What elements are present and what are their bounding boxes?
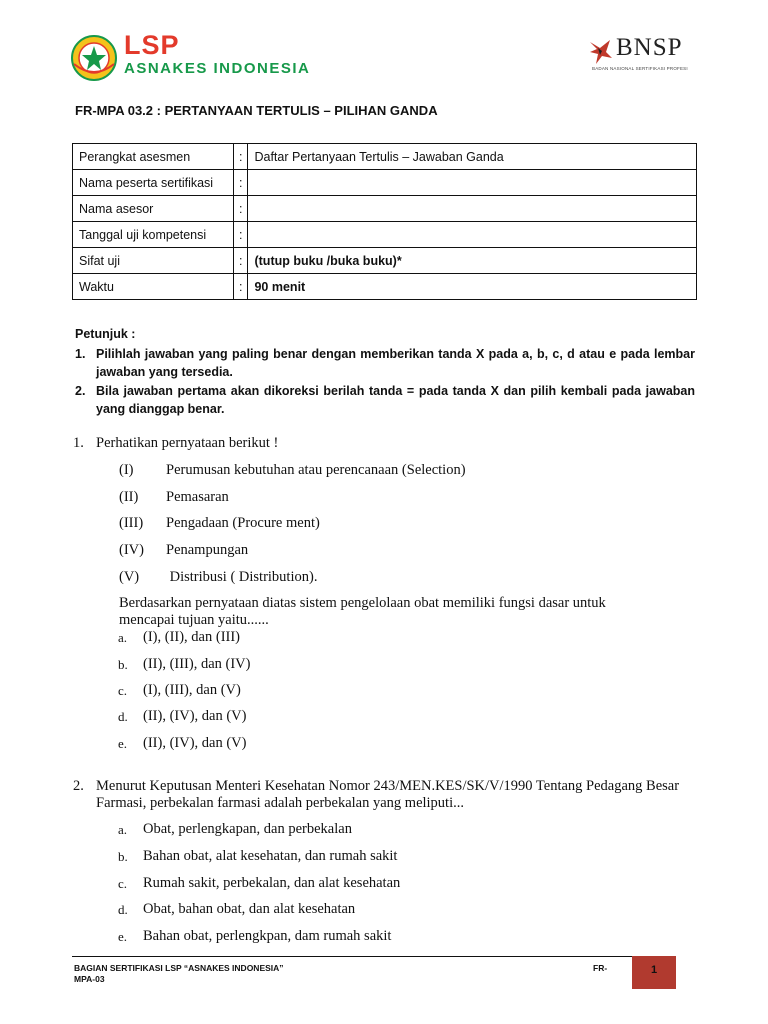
statement-roman: (V) bbox=[119, 569, 140, 585]
question-number: 1. bbox=[73, 435, 84, 451]
question-stem: Berdasarkan pernyataan diatas sistem pengelolaan obat memiliki fungsi dasar untuk mencapai tujuan yaitu...... bbox=[119, 595, 606, 628]
info-label: Sifat uji bbox=[73, 248, 234, 274]
lsp-emblem-icon bbox=[70, 34, 118, 82]
footer-form-code: MPA-03 bbox=[74, 974, 105, 984]
info-separator: : bbox=[234, 274, 248, 300]
info-label: Nama asesor bbox=[73, 196, 234, 222]
form-title: FR-MPA 03.2 : PERTANYAAN TERTULIS – PILIHAN GANDA bbox=[75, 103, 438, 118]
table-row bbox=[73, 222, 697, 248]
option-letter[interactable]: b. bbox=[118, 849, 128, 864]
instruction-number: 2. bbox=[75, 383, 86, 398]
table-row bbox=[73, 170, 697, 196]
info-label: Waktu bbox=[73, 274, 234, 300]
statement-text: Pemasaran bbox=[166, 489, 229, 505]
statement-text: Penampungan bbox=[166, 542, 249, 558]
table-row bbox=[73, 274, 697, 300]
statement-text: Perumusan kebutuhan atau perencanaan (Selection) bbox=[166, 462, 466, 478]
option-letter[interactable]: c. bbox=[118, 683, 128, 698]
option-letter[interactable]: a. bbox=[118, 822, 128, 837]
option-text[interactable]: Rumah sakit, perbekalan, dan alat kesehatan bbox=[143, 875, 401, 891]
lsp-subtitle: ASNAKES INDONESIA bbox=[124, 60, 311, 77]
info-table bbox=[72, 143, 697, 300]
statement-roman: (IV) bbox=[119, 542, 144, 558]
option-text[interactable]: Obat, perlengkapan, dan perbekalan bbox=[143, 821, 352, 837]
bnsp-logo bbox=[588, 36, 703, 76]
instructions bbox=[75, 325, 695, 419]
info-value-tanggal[interactable] bbox=[248, 222, 697, 248]
info-separator: : bbox=[234, 196, 248, 222]
option-text[interactable]: (II), (III), dan (IV) bbox=[143, 656, 251, 672]
info-separator: : bbox=[234, 170, 248, 196]
bnsp-title: BNSP bbox=[616, 34, 683, 61]
instructions-heading: Petunjuk : bbox=[75, 327, 136, 341]
lsp-title: LSP bbox=[124, 30, 180, 60]
lsp-logo bbox=[70, 30, 311, 84]
footer-divider bbox=[72, 956, 632, 957]
option-letter[interactable]: b. bbox=[118, 657, 128, 672]
option-letter[interactable]: e. bbox=[118, 736, 128, 751]
question-text: Menurut Keputusan Menteri Kesehatan Nomor 243/MEN.KES/SK/V/1990 Tentang Pedagang Besar Farmasi, perbekalan farmasi adalah perbekalan yang meliputi... bbox=[96, 778, 680, 811]
info-label: Nama peserta sertifikasi bbox=[73, 170, 234, 196]
question-text: Perhatikan pernyataan berikut ! bbox=[96, 435, 279, 451]
option-text[interactable]: Obat, bahan obat, dan alat kesehatan bbox=[143, 901, 356, 917]
option-text[interactable]: Bahan obat, alat kesehatan, dan rumah sakit bbox=[143, 848, 398, 864]
option-text[interactable]: (I), (II), dan (III) bbox=[143, 629, 241, 645]
option-letter[interactable]: e. bbox=[118, 929, 128, 944]
info-value-nama-peserta[interactable] bbox=[248, 170, 697, 196]
bnsp-subtitle: BADAN NASIONAL SERTIFIKASI PROFESI bbox=[592, 66, 688, 71]
page-number-badge bbox=[632, 956, 676, 989]
option-letter[interactable]: d. bbox=[118, 709, 128, 724]
info-separator: : bbox=[234, 144, 248, 170]
info-value-perangkat: Daftar Pertanyaan Tertulis – Jawaban Ganda bbox=[248, 144, 697, 170]
info-label: Tanggal uji kompetensi bbox=[73, 222, 234, 248]
list-item bbox=[75, 382, 695, 419]
info-value-sifat-uji: (tutup buku /buka buku)* bbox=[248, 248, 697, 274]
footer-text bbox=[74, 963, 284, 985]
table-row bbox=[73, 248, 697, 274]
statement-text: Distribusi ( Distribution). bbox=[166, 569, 318, 585]
statement-roman: (III) bbox=[119, 515, 144, 531]
info-value-waktu: 90 menit bbox=[248, 274, 697, 300]
info-label: Perangkat asesmen bbox=[73, 144, 234, 170]
option-letter[interactable]: a. bbox=[118, 630, 128, 645]
info-separator: : bbox=[234, 248, 248, 274]
bnsp-garuda-icon bbox=[588, 38, 614, 66]
list-item bbox=[75, 345, 695, 382]
instruction-text: Bila jawaban pertama akan dikoreksi berilah tanda = pada tanda X dan pilih kembali pada jawaban yang dianggap benar. bbox=[96, 383, 695, 416]
statement-text: Pengadaan (Procure ment) bbox=[166, 515, 320, 531]
footer-code: FR- bbox=[593, 963, 608, 973]
footer-organization: BAGIAN SERTIFIKASI LSP “ASNAKES INDONESIA” bbox=[74, 963, 284, 973]
table-row bbox=[73, 144, 697, 170]
statement-roman: (II) bbox=[119, 489, 139, 505]
option-text[interactable]: (II), (IV), dan (V) bbox=[143, 708, 247, 724]
page-number: 1 bbox=[650, 964, 658, 976]
option-letter[interactable]: d. bbox=[118, 902, 128, 917]
info-separator: : bbox=[234, 222, 248, 248]
question-number: 2. bbox=[73, 778, 84, 794]
instruction-number: 1. bbox=[75, 346, 86, 361]
statement-roman: (I) bbox=[119, 462, 134, 478]
option-letter[interactable]: c. bbox=[118, 876, 128, 891]
instruction-text: Pilihlah jawaban yang paling benar dengan memberikan tanda X pada a, b, c, d atau e pada lembar jawaban yang tersedia. bbox=[96, 346, 695, 379]
option-text[interactable]: (I), (III), dan (V) bbox=[143, 682, 241, 698]
info-value-nama-asesor[interactable] bbox=[248, 196, 697, 222]
option-text[interactable]: Bahan obat, perlengkpan, dam rumah sakit bbox=[143, 928, 392, 944]
option-text[interactable]: (II), (IV), dan (V) bbox=[143, 735, 247, 751]
table-row bbox=[73, 196, 697, 222]
